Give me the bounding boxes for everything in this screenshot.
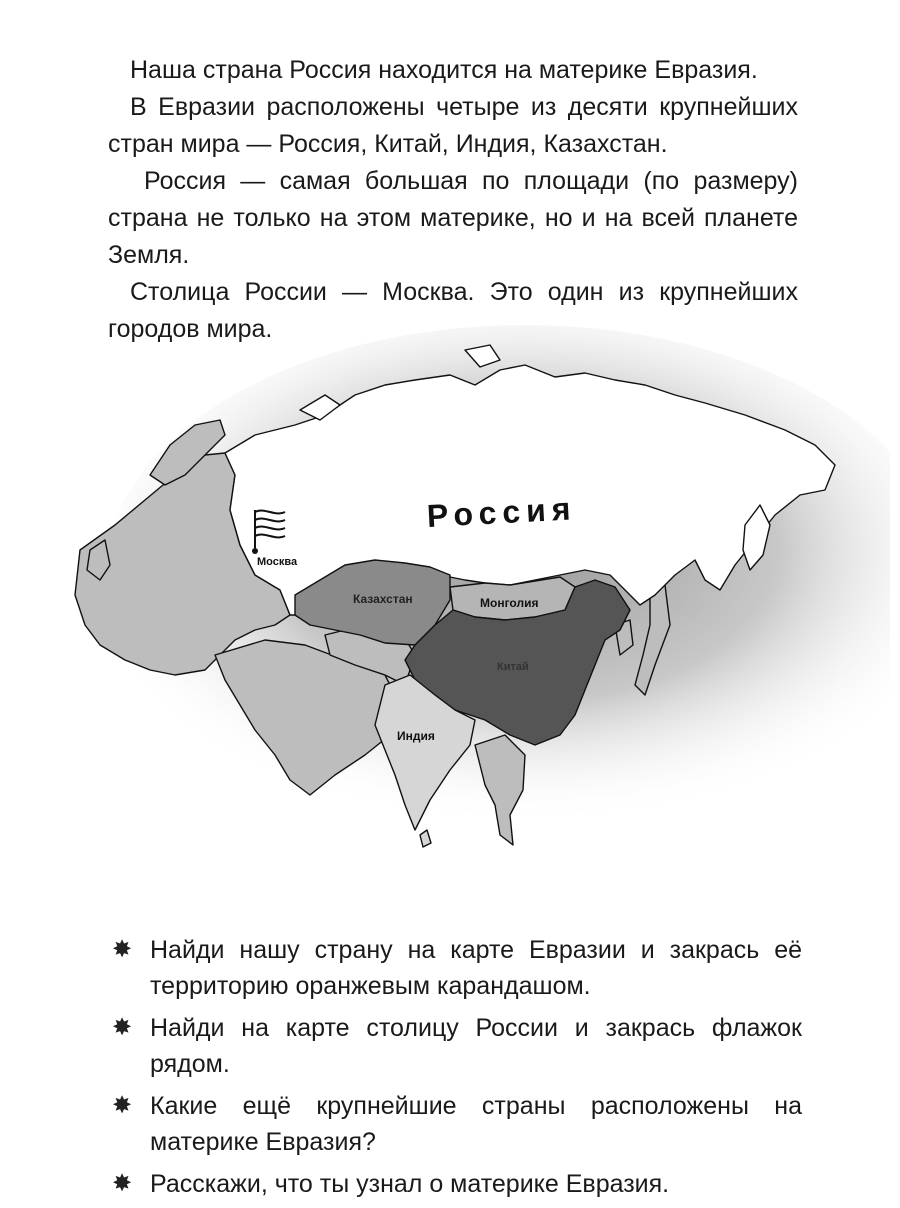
task-text: Найди нашу страну на карте Евразии и закрась её территорию оранжевым карандашом. — [150, 936, 802, 1000]
intro-paragraph-4: Столица России — Москва. Это один из крупнейших городов мира. — [108, 278, 798, 343]
task-item-4 — [112, 1166, 802, 1202]
star-bullet-icon: ✸ — [112, 1014, 133, 1041]
task-list — [112, 932, 802, 1208]
intro-text — [108, 52, 798, 348]
label-russia: Россия — [426, 490, 578, 535]
task-item-1 — [112, 932, 802, 1004]
region-sri-lanka — [420, 830, 431, 847]
intro-paragraph-3: Россия — самая большая по площади (по размеру) страна не только на этом материке, но и на всей планете Земля. — [108, 167, 798, 269]
intro-paragraph-1: Наша страна Россия находится на материке Евразия. — [130, 56, 758, 84]
label-kazakhstan: Казахстан — [353, 592, 413, 606]
eurasia-map — [55, 325, 890, 895]
label-moscow: Москва — [257, 556, 298, 568]
intro-paragraph-2: В Евразии расположены четыре из десяти крупнейших стран мира — Россия, Китай, Индия, Казахстан. — [108, 93, 798, 158]
moscow-dot — [252, 548, 258, 554]
task-text: Расскажи, что ты узнал о материке Евразия. — [150, 1170, 670, 1198]
label-india: Индия — [397, 729, 435, 743]
task-text: Какие ещё крупнейшие страны расположены на материке Евразия? — [150, 1092, 802, 1156]
task-item-2 — [112, 1010, 802, 1082]
star-bullet-icon: ✸ — [112, 1092, 133, 1119]
eurasia-map-svg — [55, 325, 890, 895]
star-bullet-icon: ✸ — [112, 936, 133, 963]
label-china: Китай — [497, 661, 529, 673]
task-item-3 — [112, 1088, 802, 1160]
label-mongolia: Монголия — [480, 596, 539, 610]
task-text: Найди на карте столицу России и закрась флажок рядом. — [150, 1014, 802, 1078]
star-bullet-icon: ✸ — [112, 1170, 133, 1197]
